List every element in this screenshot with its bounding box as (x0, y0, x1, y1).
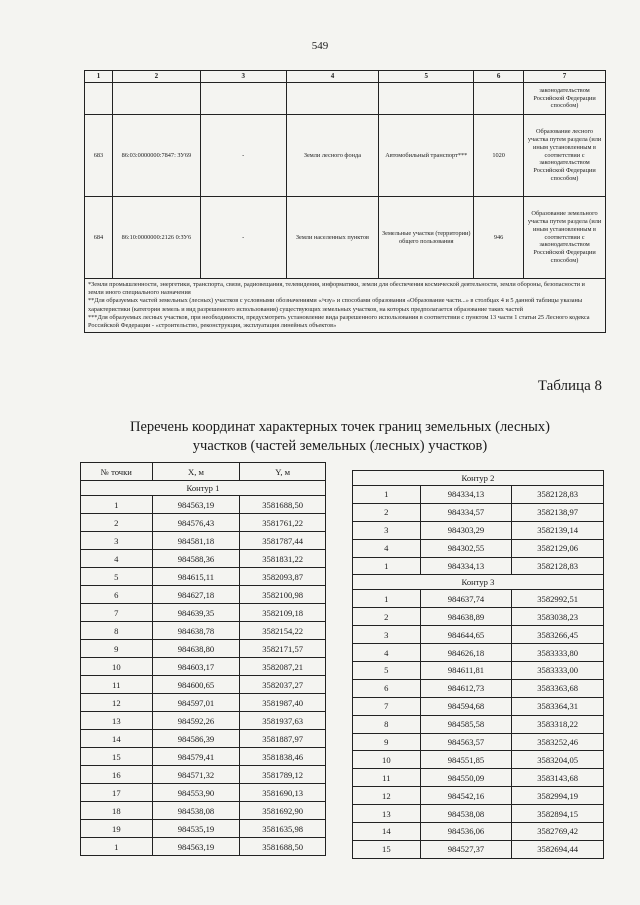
y-coordinate: 3583143,68 (512, 769, 604, 787)
point-number: 11 (81, 676, 153, 694)
coordinate-row (81, 748, 326, 766)
coordinate-row (353, 503, 604, 521)
point-number: 8 (81, 622, 153, 640)
x-coordinate: 984603,17 (152, 658, 240, 676)
coordinate-row (81, 784, 326, 802)
col3-value: - (200, 197, 286, 279)
coordinate-row (81, 622, 326, 640)
point-number: 18 (81, 802, 153, 820)
point-number: 2 (353, 503, 421, 521)
point-number: 4 (353, 539, 421, 557)
point-number: 7 (353, 697, 421, 715)
coordinate-row (81, 496, 326, 514)
x-coordinate: 984594,68 (420, 697, 512, 715)
x-coordinate: 984612,73 (420, 679, 512, 697)
y-coordinate: 3581789,12 (240, 766, 326, 784)
x-coordinate: 984576,43 (152, 514, 240, 532)
coordinate-row (353, 608, 604, 626)
coordinate-row (353, 787, 604, 805)
y-coordinate: 3581787,44 (240, 532, 326, 550)
x-coordinate: 984302,55 (420, 539, 512, 557)
x-coordinate: 984550,09 (420, 769, 512, 787)
formation-method: Образование земельного участка путем раздела (или иным установленным в соответствии с законодательством Российской Федерации способом) (524, 197, 606, 279)
y-coordinate: 3583038,23 (512, 608, 604, 626)
continuation-text: законодательством Российской Федерации способом) (524, 83, 606, 115)
x-coordinate: 984535,19 (152, 820, 240, 838)
land-category: Земли лесного фонда (286, 115, 379, 197)
col3-value: - (200, 115, 286, 197)
coordinate-row (353, 823, 604, 841)
x-coordinate: 984586,39 (152, 730, 240, 748)
x-coordinate: 984615,11 (152, 568, 240, 586)
coordinate-row (353, 733, 604, 751)
col-2: 2 (112, 71, 200, 83)
y-coordinate: 3581688,50 (240, 838, 326, 856)
coordinate-row (81, 550, 326, 568)
point-number: 11 (353, 769, 421, 787)
coordinate-row (353, 697, 604, 715)
col-3: 3 (200, 71, 286, 83)
point-number: 5 (353, 662, 421, 680)
land-plots-table (84, 70, 606, 333)
x-coordinate: 984592,26 (152, 712, 240, 730)
x-coordinate: 984334,57 (420, 503, 512, 521)
point-number: 13 (353, 805, 421, 823)
point-number: 2 (353, 608, 421, 626)
coords-table-left (80, 462, 326, 856)
row-number: 683 (85, 115, 113, 197)
page-title: Перечень координат характерных точек границ земельных (лесных) участков (частей земельных (лесных) участков) (129, 419, 550, 454)
point-number: 13 (81, 712, 153, 730)
point-number: 12 (81, 694, 153, 712)
y-coordinate: 3581692,90 (240, 802, 326, 820)
point-number: 14 (81, 730, 153, 748)
x-coordinate: 984638,80 (152, 640, 240, 658)
x-coordinate: 984571,32 (152, 766, 240, 784)
y-coordinate: 3583333,80 (512, 644, 604, 662)
y-coordinate: 3582994,19 (512, 787, 604, 805)
y-coordinate: 3582128,83 (512, 486, 604, 504)
y-coordinate: 3583363,68 (512, 679, 604, 697)
coordinate-row (81, 730, 326, 748)
point-number: 6 (81, 586, 153, 604)
coordinate-row (353, 557, 604, 575)
y-coordinate: 3582769,42 (512, 823, 604, 841)
point-number: 10 (353, 751, 421, 769)
col-5: 5 (379, 71, 474, 83)
x-coordinate: 984644,65 (420, 626, 512, 644)
point-number: 9 (353, 733, 421, 751)
x-coordinate: 984588,36 (152, 550, 240, 568)
coordinate-row (353, 626, 604, 644)
footnote-row (85, 279, 606, 333)
x-coordinate: 984581,18 (152, 532, 240, 550)
y-coordinate: 3582093,87 (240, 568, 326, 586)
x-coordinate: 984579,41 (152, 748, 240, 766)
area: 1020 (474, 115, 524, 197)
x-coordinate: 984627,18 (152, 586, 240, 604)
point-number: 15 (81, 748, 153, 766)
contour-label: Контур 3 (353, 575, 604, 590)
point-number: 10 (81, 658, 153, 676)
y-header: Y, м (240, 463, 326, 481)
coordinate-row (81, 820, 326, 838)
x-coordinate: 984527,37 (420, 840, 512, 858)
point-number: 9 (81, 640, 153, 658)
permitted-use: Автомобильный транспорт*** (379, 115, 474, 197)
col-1: 1 (85, 71, 113, 83)
y-coordinate: 3581690,13 (240, 784, 326, 802)
point-number: 2 (81, 514, 153, 532)
point-number: 4 (81, 550, 153, 568)
point-number: 16 (81, 766, 153, 784)
y-coordinate: 3583266,45 (512, 626, 604, 644)
coordinate-row (81, 712, 326, 730)
contour-label: Контур 2 (353, 471, 604, 486)
cadastral-number: 86:10:0000000:2126 0:ЗУ6 (112, 197, 200, 279)
x-coordinate: 984611,81 (420, 662, 512, 680)
point-number: 8 (353, 715, 421, 733)
x-coordinate: 984638,89 (420, 608, 512, 626)
point-number: 1 (353, 486, 421, 504)
y-coordinate: 3581831,22 (240, 550, 326, 568)
x-coordinate: 984563,57 (420, 733, 512, 751)
y-coordinate: 3583333,00 (512, 662, 604, 680)
x-coordinate: 984551,85 (420, 751, 512, 769)
header-row (85, 71, 606, 83)
point-number: 1 (81, 838, 153, 856)
point-number: 7 (81, 604, 153, 622)
y-coordinate: 3581635,98 (240, 820, 326, 838)
coordinate-row (353, 805, 604, 823)
y-coordinate: 3581761,22 (240, 514, 326, 532)
y-coordinate: 3581937,63 (240, 712, 326, 730)
point-number: 5 (81, 568, 153, 586)
y-coordinate: 3582129,06 (512, 539, 604, 557)
point-number: 14 (353, 823, 421, 841)
coordinate-row (353, 521, 604, 539)
y-coordinate: 3582992,51 (512, 590, 604, 608)
coordinate-row (353, 644, 604, 662)
x-coordinate: 984638,78 (152, 622, 240, 640)
point-number: 4 (353, 644, 421, 662)
row-number: 684 (85, 197, 113, 279)
point-number: 1 (353, 590, 421, 608)
coordinate-row (353, 539, 604, 557)
point-number: 19 (81, 820, 153, 838)
coordinate-row (353, 486, 604, 504)
page-number: 549 (311, 40, 329, 52)
coordinate-row (81, 766, 326, 784)
table-row (85, 197, 606, 279)
y-coordinate: 3582087,21 (240, 658, 326, 676)
y-coordinate: 3581838,46 (240, 748, 326, 766)
x-coordinate: 984334,13 (420, 557, 512, 575)
coordinate-row (353, 840, 604, 858)
permitted-use: Земельные участки (территории) общего пользования (379, 197, 474, 279)
formation-method: Образование лесного участка путем раздела (или иным установленным в соответствии с законодательством Российской Федерации способом) (524, 115, 606, 197)
x-coordinate: 984639,35 (152, 604, 240, 622)
coordinate-row (353, 662, 604, 680)
point-number: 6 (353, 679, 421, 697)
coordinate-row (81, 658, 326, 676)
coords-table-right (352, 470, 604, 859)
x-coordinate: 984334,13 (420, 486, 512, 504)
coordinate-row (81, 532, 326, 550)
x-coordinate: 984538,08 (152, 802, 240, 820)
coordinate-row (81, 640, 326, 658)
point-number: 12 (353, 787, 421, 805)
x-coordinate: 984563,19 (152, 838, 240, 856)
y-coordinate: 3582894,15 (512, 805, 604, 823)
coordinate-row (81, 838, 326, 856)
point-header: № точки (81, 463, 153, 481)
x-coordinate: 984542,16 (420, 787, 512, 805)
y-coordinate: 3582694,44 (512, 840, 604, 858)
coordinate-row (353, 679, 604, 697)
table-row (85, 115, 606, 197)
point-number: 17 (81, 784, 153, 802)
col-7: 7 (524, 71, 606, 83)
contour-label: Контур 1 (81, 481, 326, 496)
y-coordinate: 3583318,22 (512, 715, 604, 733)
y-coordinate: 3583364,31 (512, 697, 604, 715)
point-number: 3 (81, 532, 153, 550)
y-coordinate: 3582138,97 (512, 503, 604, 521)
point-number: 3 (353, 521, 421, 539)
x-coordinate: 984536,06 (420, 823, 512, 841)
coordinate-row (81, 586, 326, 604)
y-coordinate: 3583204,05 (512, 751, 604, 769)
y-coordinate: 3582037,27 (240, 676, 326, 694)
coordinate-row (81, 694, 326, 712)
footnote-text: *Земли промышленности, энергетики, транспорта, связи, радиовещания, телевидения, информатики, земли для обеспечения космической деятельности, земли обороны, безопасности и земли иного специального назначения **Для образуемых частей земельных (лесных) участков с условными обозначениями «/чзу» и способами образования «Образование части...» в столбцах 4 и 5 данной таблицы указаны характеристики (категория земель и вид разрешенного использования) существующих земельных участков, на которых предполагается образование таких частей ***Для образуемых лесных участков, при необходимости, предусмотреть установление вида разрешенного использования в соответствии с пунктом 13 части 1 статьи 25 Лесного кодекса Российской Федерации - «строительство, реконструкция, эксплуатация линейных объектов» (85, 279, 606, 333)
y-coordinate: 3582128,83 (512, 557, 604, 575)
coordinate-row (353, 590, 604, 608)
x-coordinate: 984626,18 (420, 644, 512, 662)
table-caption: Таблица 8 (537, 378, 602, 394)
x-coordinate: 984303,29 (420, 521, 512, 539)
x-coordinate: 984597,01 (152, 694, 240, 712)
continuation-row (85, 83, 606, 115)
col-6: 6 (474, 71, 524, 83)
point-number: 1 (81, 496, 153, 514)
x-coordinate: 984585,58 (420, 715, 512, 733)
y-coordinate: 3582100,98 (240, 586, 326, 604)
y-coordinate: 3581887,97 (240, 730, 326, 748)
point-number: 1 (353, 557, 421, 575)
coordinate-row (353, 751, 604, 769)
x-header: X, м (152, 463, 240, 481)
point-number: 15 (353, 840, 421, 858)
land-category: Земли населенных пунктов (286, 197, 379, 279)
coordinate-row (81, 802, 326, 820)
cadastral-number: 86:03:0000000:7847: ЗУ69 (112, 115, 200, 197)
x-coordinate: 984563,19 (152, 496, 240, 514)
col-4: 4 (286, 71, 379, 83)
y-coordinate: 3582154,22 (240, 622, 326, 640)
x-coordinate: 984538,08 (420, 805, 512, 823)
y-coordinate: 3582139,14 (512, 521, 604, 539)
coordinate-row (81, 676, 326, 694)
coordinate-row (81, 604, 326, 622)
point-number: 3 (353, 626, 421, 644)
coordinate-row (353, 769, 604, 787)
y-coordinate: 3583252,46 (512, 733, 604, 751)
x-coordinate: 984600,65 (152, 676, 240, 694)
x-coordinate: 984637,74 (420, 590, 512, 608)
x-coordinate: 984553,90 (152, 784, 240, 802)
coords-header (81, 463, 326, 481)
coordinate-row (353, 715, 604, 733)
coordinate-row (81, 568, 326, 586)
y-coordinate: 3582171,57 (240, 640, 326, 658)
y-coordinate: 3581688,50 (240, 496, 326, 514)
y-coordinate: 3581987,40 (240, 694, 326, 712)
area: 946 (474, 197, 524, 279)
y-coordinate: 3582109,18 (240, 604, 326, 622)
coordinate-row (81, 514, 326, 532)
